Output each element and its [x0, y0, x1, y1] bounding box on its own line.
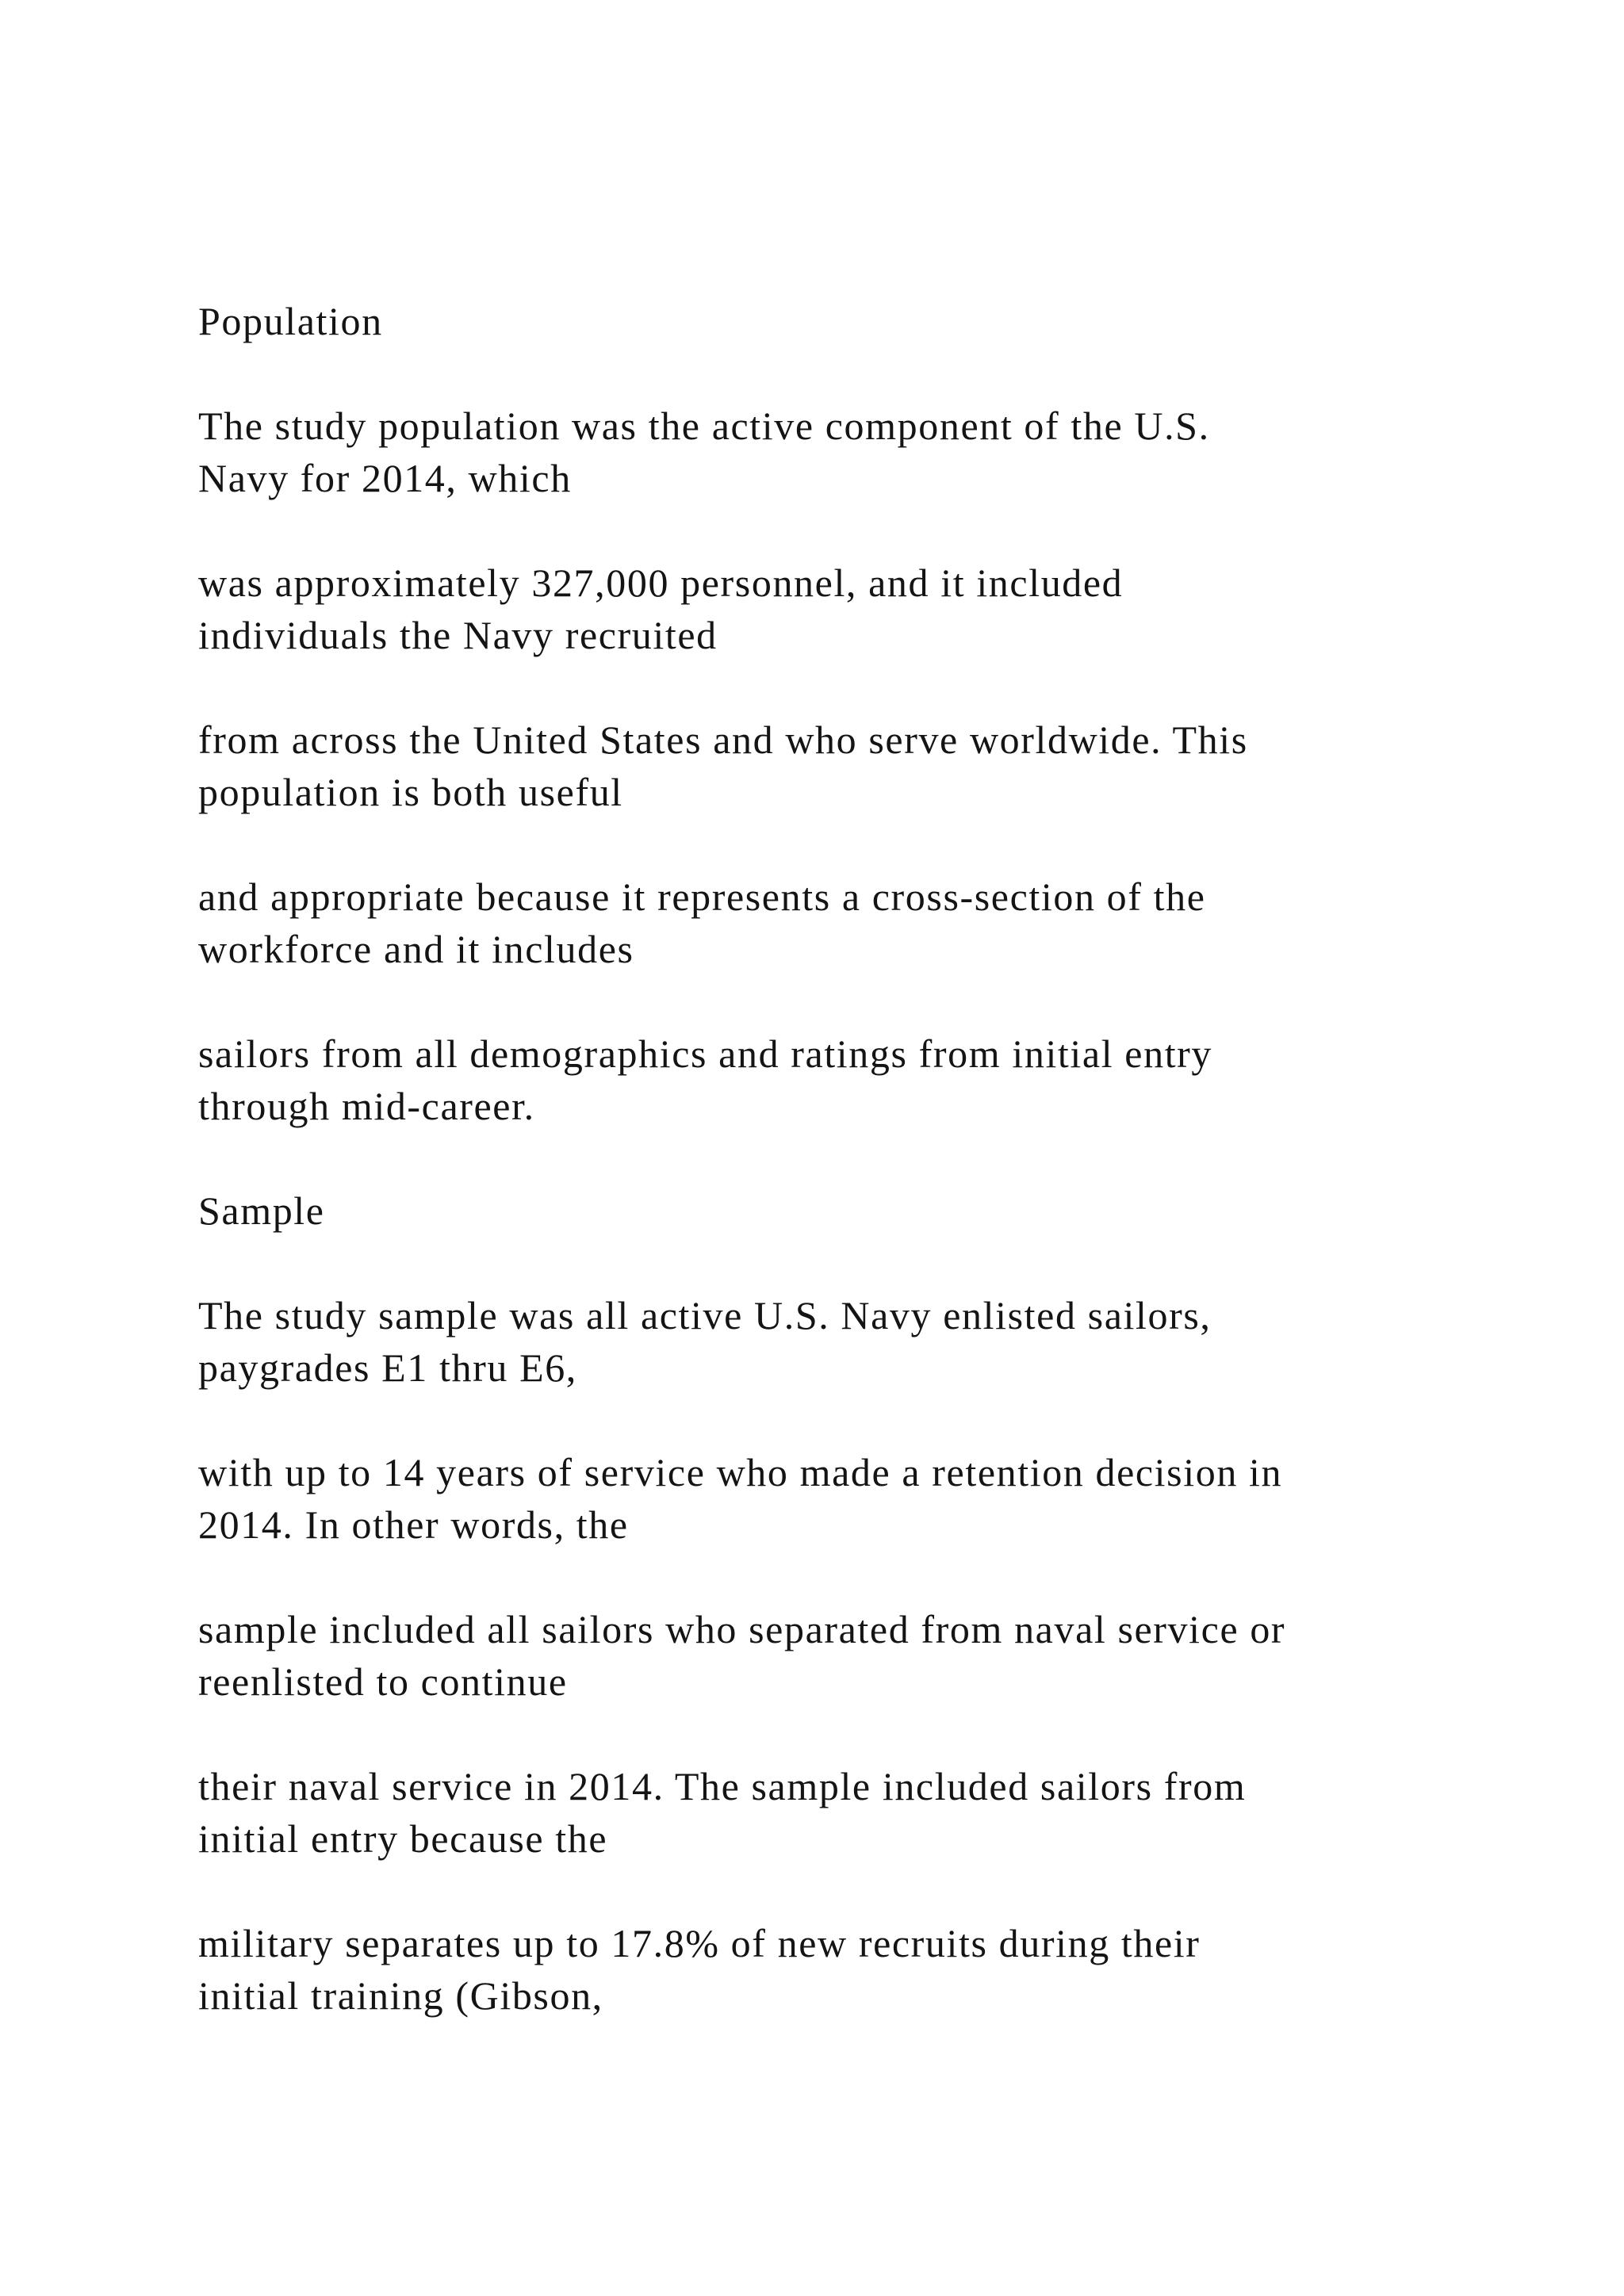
text-line: individuals the Navy recruited — [198, 613, 718, 657]
document-body — [198, 295, 1499, 2074]
text-line: with up to 14 years of service who made a retention decision in — [198, 1450, 1283, 1494]
text-line: The study population was the active component of the U.S. — [198, 404, 1210, 448]
text-line: workforce and it includes — [198, 927, 634, 971]
paragraph — [198, 1289, 1499, 1394]
paragraph — [198, 1446, 1499, 1551]
text-line: and appropriate because it represents a cross-section of the — [198, 874, 1206, 919]
heading-text: Sample — [198, 1188, 325, 1233]
text-line: paygrades E1 thru E6, — [198, 1345, 577, 1390]
section-heading-sample — [198, 1184, 1499, 1237]
text-line: The study sample was all active U.S. Navy enlisted sailors, — [198, 1293, 1212, 1337]
section-heading-population — [198, 295, 1499, 347]
paragraph — [198, 400, 1499, 504]
paragraph — [198, 871, 1499, 975]
text-line: initial entry because the — [198, 1816, 608, 1861]
paragraph — [198, 1027, 1499, 1132]
text-line: 2014. In other words, the — [198, 1502, 629, 1547]
text-line: was approximately 327,000 personnel, and it included — [198, 561, 1124, 605]
heading-text: Population — [198, 299, 383, 343]
paragraph — [198, 1760, 1499, 1865]
paragraph — [198, 714, 1499, 818]
text-line: reenlisted to continue — [198, 1659, 568, 1704]
text-line: population is both useful — [198, 770, 623, 814]
paragraph — [198, 1603, 1499, 1708]
text-line: military separates up to 17.8% of new recruits during their — [198, 1921, 1201, 1965]
paragraph — [198, 557, 1499, 661]
text-line: initial training (Gibson, — [198, 1973, 603, 2018]
text-line: through mid-career. — [198, 1084, 535, 1128]
text-line: their naval service in 2014. The sample included sailors from — [198, 1764, 1247, 1808]
text-line: sailors from all demographics and ratings from initial entry — [198, 1031, 1213, 1076]
paragraph — [198, 1917, 1499, 2022]
text-line: Navy for 2014, which — [198, 456, 572, 500]
text-line: sample included all sailors who separated from naval service or — [198, 1607, 1286, 1651]
text-line: from across the United States and who serve worldwide. This — [198, 718, 1248, 762]
